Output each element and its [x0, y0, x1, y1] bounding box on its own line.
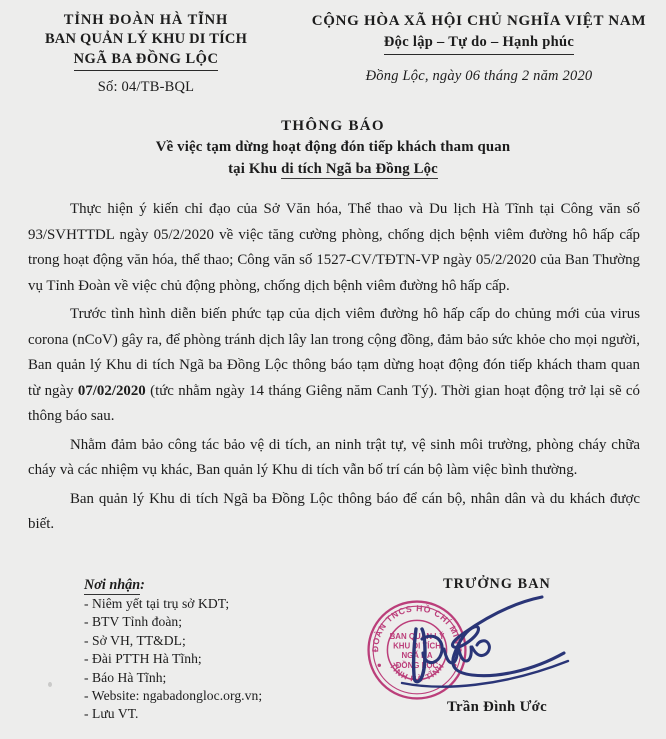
document-subtitle-line-1: Về việc tạm dừng hoạt động đón tiếp khách tham quan — [155, 139, 511, 155]
list-item: - Đài PTTH Hà Tĩnh; — [84, 651, 202, 667]
page-title: THÔNG BÁO — [281, 118, 385, 134]
document-footer — [0, 576, 666, 739]
paragraph-2-segment-1: Trước tình hình diễn biến phức tạp của dịch viêm đường hô hấp cấp do chủng mới của virus corona (nCoV) gây ra, để phòng tránh dịch lây lan trong cộng đồng, đảm bảo sức khỏe cho mọi người, Ban quản lý Khu di tích Ngã ba Đồng Lộc thông báo tạm dừng hoạt động đón tiếp khách tham quan từ ngày — [28, 306, 640, 399]
body-paragraph-1: Thực hiện ý kiến chỉ đạo của Sở Văn hóa, Thể thao và Du lịch Hà Tĩnh tại Công văn số 93/SVHTTDL ngày 05/2/2020 về việc tăng cường phòng, chống dịch bệnh viêm đường hô hấp cấp trong hoạt động văn hóa, thể thao; Công văn số 1527-CV/TĐTN-VP ngày 05/2/2020 của Ban Thường vụ Tỉnh Đoàn về việc chủ động phòng, chống dịch bệnh viêm đường hô hấp cấp. — [28, 201, 640, 294]
national-motto: Độc lập – Tự do – Hạnh phúc — [384, 32, 574, 55]
signature-area — [372, 593, 622, 699]
motto-wrap — [292, 31, 666, 55]
list-item: - Lưu VT. — [84, 706, 139, 722]
country-name: CỘNG HÒA XÃ HỘI CHỦ NGHĨA VIỆT NAM — [311, 13, 647, 29]
organization-line-1: TỈNH ĐOÀN HÀ TĨNH — [63, 12, 229, 28]
national-heading-block — [292, 11, 666, 96]
organization-line-3: NGÃ BA ĐỒNG LỘC — [74, 50, 219, 71]
organization-line-3-wrap — [0, 49, 292, 71]
seal-outer-top-text: ĐOÀN TNCS HỒ CHÍ MINH — [370, 603, 464, 653]
document-subtitle-line-2 — [228, 159, 438, 180]
svg-text:KHU DI TÍCH: KHU DI TÍCH — [393, 641, 441, 651]
paragraph-2-segment-2: (tức nhằm ngày 14 tháng Giêng năm Canh Tý). Thời gian hoạt động trở lại sẽ có thông báo sau. — [28, 382, 640, 424]
document-title-block — [0, 115, 666, 180]
body-paragraph-4: Ban quản lý Khu di tích Ngã ba Đồng Lộc thông báo để cán bộ, nhân dân và du khách được biết. — [28, 490, 640, 532]
signature-block — [372, 576, 622, 716]
seal-outer-bottom-text: TỈNH HÀ TĨNH — [387, 661, 447, 684]
document-number: Số: 04/TB-BQL — [97, 79, 195, 95]
document-body — [28, 180, 640, 538]
recipients-title-wrap — [84, 576, 262, 595]
signer-name: Trần Đình Ước — [446, 699, 548, 715]
subtitle-plain-segment: tại Khu — [228, 161, 282, 177]
handwritten-signature-icon — [389, 587, 582, 699]
list-item: - Niêm yết tại trụ sở KDT; — [84, 596, 230, 611]
scan-artifact-speck — [48, 682, 52, 687]
list-item: - Sở VH, TT&DL; — [84, 632, 186, 648]
svg-text:NGÃ BA: NGÃ BA — [401, 651, 433, 661]
recipients-title — [84, 576, 145, 594]
issuing-organization-block — [0, 11, 292, 96]
signer-role: TRƯỞNG BAN — [443, 576, 551, 592]
place-and-date: Đồng Lộc, ngày 06 tháng 2 năm 2020 — [365, 68, 593, 84]
svg-text:BAN QUẢN LÝ: BAN QUẢN LÝ — [389, 631, 445, 641]
recipients-title-colon: : — [140, 577, 145, 593]
suspension-start-date: 07/02/2020 — [77, 382, 146, 399]
list-item: - Website: ngabadongloc.org.vn; — [84, 688, 263, 704]
list-item: - BTV Tỉnh đoàn; — [84, 614, 183, 630]
subtitle-underlined-segment: di tích Ngã ba Đồng Lộc — [281, 161, 438, 177]
body-paragraph-3: Nhằm đảm bảo công tác bảo vệ di tích, an ninh trật tự, vệ sinh môi trường, phòng cháy chữa cháy và các nhiệm vụ khác, Ban quản lý Khu di tích vẫn bố trí cán bộ làm việc bình thường. — [28, 436, 640, 478]
recipients-title-text: Nơi nhận — [84, 577, 141, 593]
recipients-block — [84, 576, 262, 724]
organization-line-2: BAN QUẢN LÝ KHU DI TÍCH — [44, 31, 248, 47]
svg-text:ĐỒNG LỘC: ĐỒNG LỘC — [395, 660, 439, 670]
document-subtitle-line-2-wrap — [0, 158, 666, 180]
body-paragraph-2 — [28, 302, 640, 430]
list-item: - Báo Hà Tĩnh; — [84, 669, 167, 685]
document-header — [0, 0, 666, 96]
